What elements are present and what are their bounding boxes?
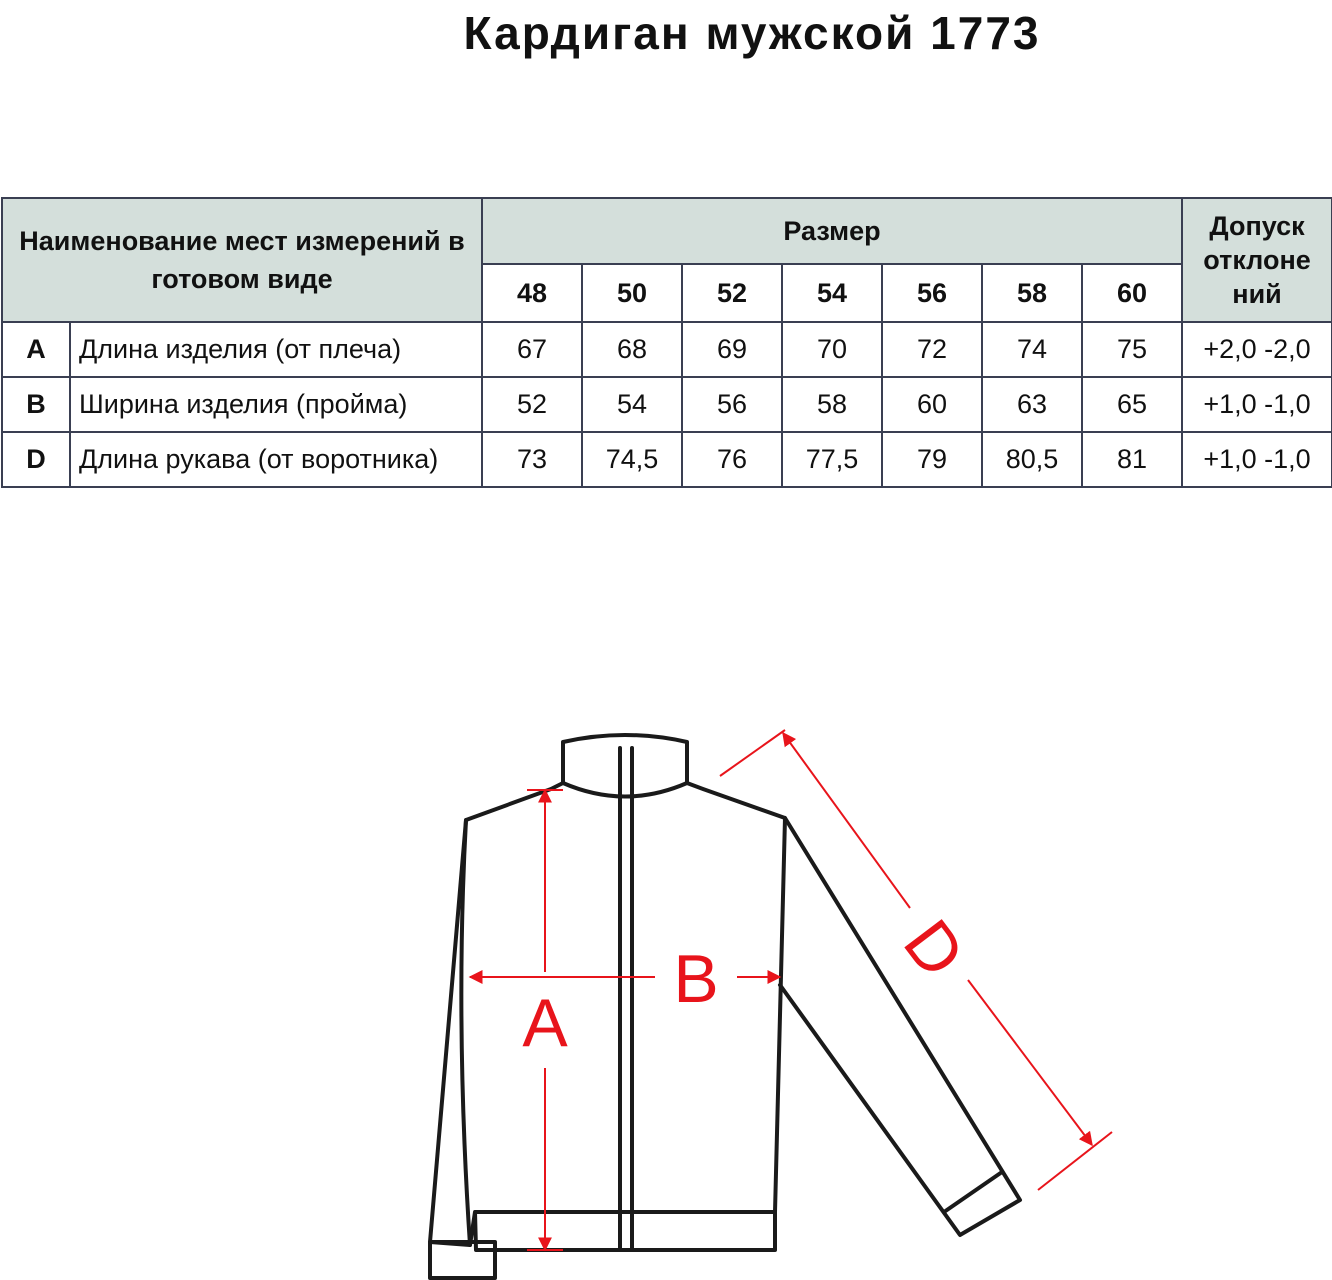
value-cell: 70 xyxy=(782,322,882,377)
measurement-name: Длина изделия (от плеча) xyxy=(70,322,482,377)
size-cell: 48 xyxy=(482,264,582,322)
value-cell: 77,5 xyxy=(782,432,882,487)
measure-a-label: A xyxy=(522,985,568,1061)
value-cell: 52 xyxy=(482,377,582,432)
size-cell: 52 xyxy=(682,264,782,322)
value-cell: 73 xyxy=(482,432,582,487)
size-cell: 50 xyxy=(582,264,682,322)
measurement-name: Длина рукава (от воротника) xyxy=(70,432,482,487)
page-title: Кардиган мужской 1773 xyxy=(463,7,1041,59)
value-cell: 74 xyxy=(982,322,1082,377)
measurement-code: D xyxy=(2,432,70,487)
measurement-code: A xyxy=(2,322,70,377)
value-cell: 74,5 xyxy=(582,432,682,487)
measurement-name-header: Наименование мест измерений в готовом виде xyxy=(2,198,482,322)
value-cell: 68 xyxy=(582,322,682,377)
value-cell: 72 xyxy=(882,322,982,377)
value-cell: 54 xyxy=(582,377,682,432)
tolerance-cell: +1,0 -1,0 xyxy=(1182,377,1332,432)
value-cell: 69 xyxy=(682,322,782,377)
size-cell: 56 xyxy=(882,264,982,322)
tolerance-header: Допуск отклоне ний xyxy=(1182,198,1332,322)
measurement-name: Ширина изделия (пройма) xyxy=(70,377,482,432)
value-cell: 63 xyxy=(982,377,1082,432)
size-header: Размер xyxy=(482,198,1182,264)
value-cell: 75 xyxy=(1082,322,1182,377)
measure-d-label: D xyxy=(889,906,980,992)
value-cell: 81 xyxy=(1082,432,1182,487)
cardigan-outline xyxy=(430,735,1020,1278)
value-cell: 65 xyxy=(1082,377,1182,432)
measure-b-label: B xyxy=(673,941,719,1017)
value-cell: 79 xyxy=(882,432,982,487)
size-cell: 60 xyxy=(1082,264,1182,322)
value-cell: 80,5 xyxy=(982,432,1082,487)
value-cell: 56 xyxy=(682,377,782,432)
value-cell: 58 xyxy=(782,377,882,432)
value-cell: 60 xyxy=(882,377,982,432)
measurement-code: B xyxy=(2,377,70,432)
tolerance-cell: +2,0 -2,0 xyxy=(1182,322,1332,377)
value-cell: 76 xyxy=(682,432,782,487)
size-cell: 54 xyxy=(782,264,882,322)
size-cell: 58 xyxy=(982,264,1082,322)
tolerance-cell: +1,0 -1,0 xyxy=(1182,432,1332,487)
value-cell: 67 xyxy=(482,322,582,377)
